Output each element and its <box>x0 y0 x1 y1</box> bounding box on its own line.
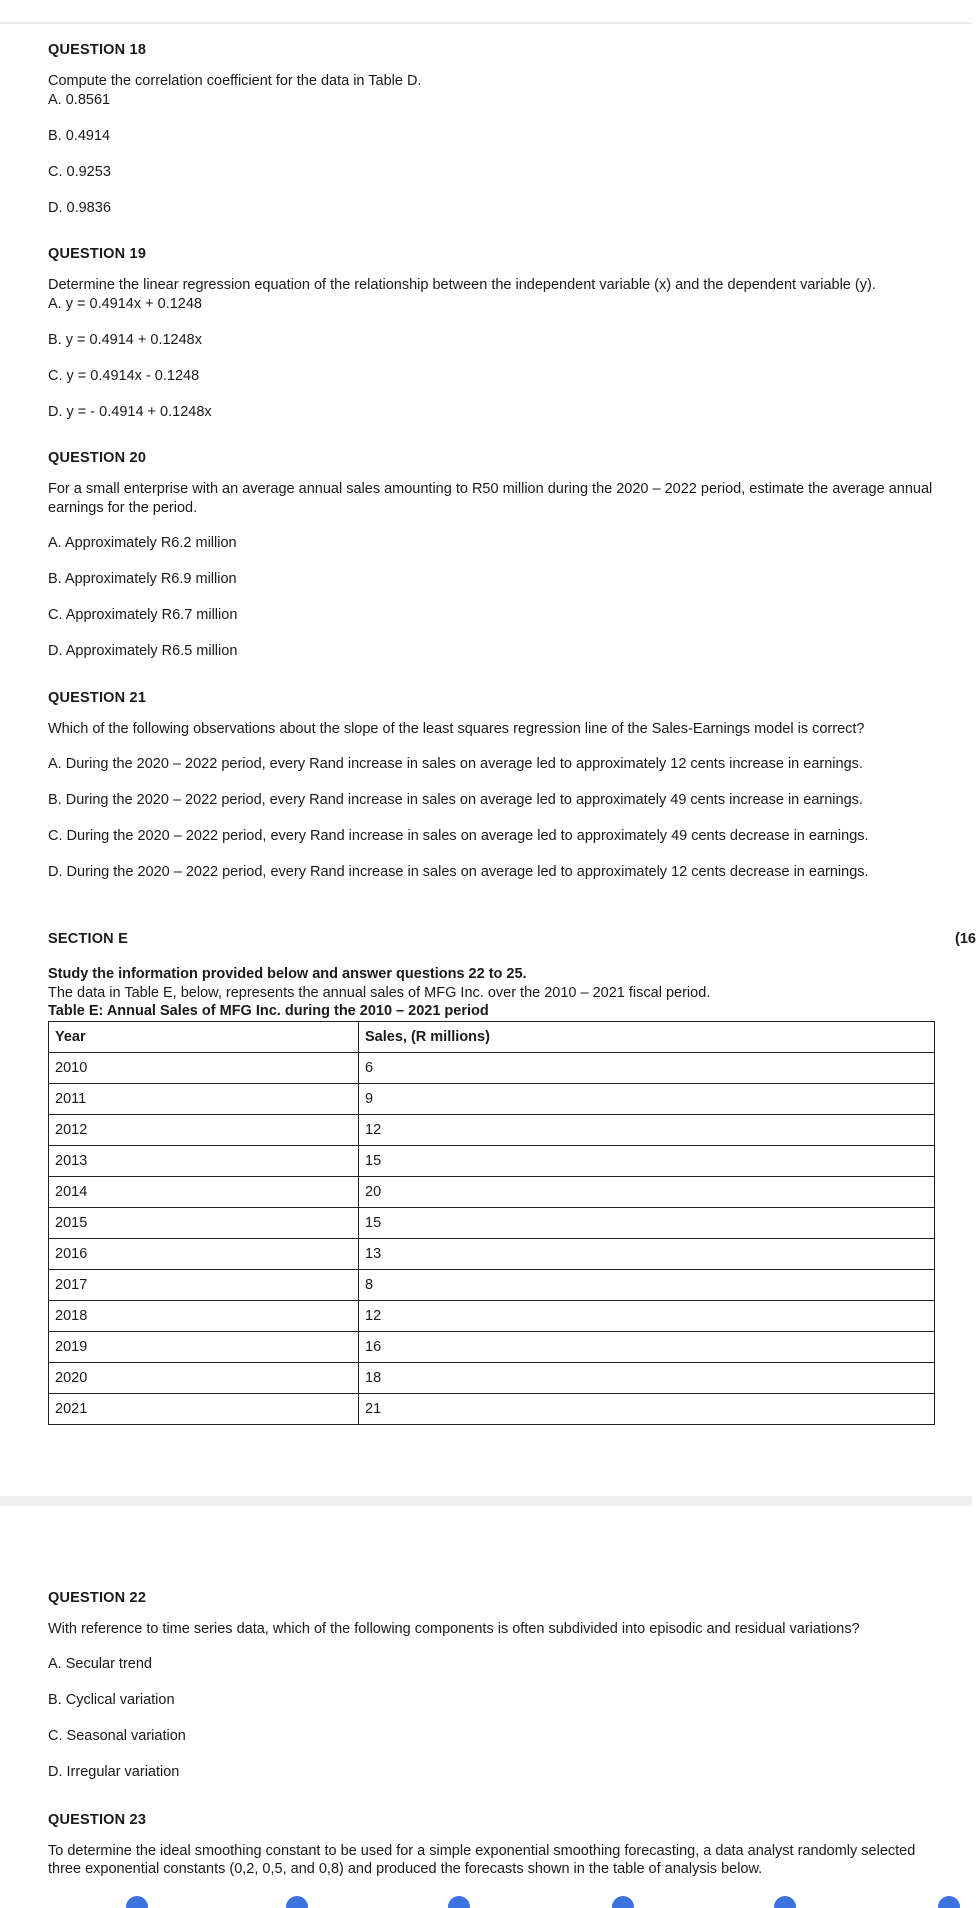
option-c[interactable]: C. Seasonal variation <box>48 1728 186 1744</box>
table-row <box>49 1084 935 1115</box>
cell-sales: 6 <box>359 1053 935 1084</box>
table-row <box>49 1146 935 1177</box>
table-row <box>49 1177 935 1208</box>
table-caption: Table E: Annual Sales of MFG Inc. during the 2010 – 2021 period <box>48 1003 489 1019</box>
cell-year: 2016 <box>49 1239 359 1270</box>
cell-year: 2012 <box>49 1115 359 1146</box>
bottom-markers <box>0 1888 972 1900</box>
option-b[interactable]: B. Cyclical variation <box>48 1692 175 1708</box>
question-19 <box>48 246 968 422</box>
question-stem: To determine the ideal smoothing constant to be used for a simple exponential smoothing forecasting, a data analyst randomly selected three exponential constants (0,2, 0,5, and 0,8) and produced the forecasts shown in the table of analysis below. <box>48 1843 916 1877</box>
option-d[interactable]: D. 0.9836 <box>48 200 111 216</box>
cell-year: 2019 <box>49 1332 359 1363</box>
cell-year: 2015 <box>49 1208 359 1239</box>
table-row <box>49 1332 935 1363</box>
top-bar <box>0 0 972 24</box>
option-b[interactable]: B. During the 2020 – 2022 period, every Rand increase in sales on average led to approximately 49 cents increase in earnings. <box>48 792 863 808</box>
question-18 <box>48 42 968 218</box>
question-title: QUESTION 18 <box>48 42 147 58</box>
cell-sales: 15 <box>359 1208 935 1239</box>
option-b[interactable]: B. y = 0.4914 + 0.1248x <box>48 332 202 348</box>
page-separator <box>0 1496 972 1506</box>
question-21 <box>48 690 968 882</box>
table-row <box>49 1053 935 1084</box>
cell-sales: 20 <box>359 1177 935 1208</box>
marker <box>448 1896 470 1908</box>
table-row <box>49 1394 935 1425</box>
sales-table-wrap <box>48 1021 968 1425</box>
table-row <box>49 1115 935 1146</box>
question-title: QUESTION 21 <box>48 690 147 706</box>
option-a[interactable]: A. Secular trend <box>48 1656 152 1672</box>
header-sales: Sales, (R millions) <box>359 1022 935 1053</box>
table-row <box>49 1363 935 1394</box>
table-row <box>49 1239 935 1270</box>
question-title: QUESTION 19 <box>48 246 147 262</box>
cell-year: 2014 <box>49 1177 359 1208</box>
option-a[interactable]: A. 0.8561 <box>48 92 111 108</box>
header-year: Year <box>49 1022 359 1053</box>
cell-sales: 8 <box>359 1270 935 1301</box>
option-d[interactable]: D. Irregular variation <box>48 1764 180 1780</box>
option-d[interactable]: D. During the 2020 – 2022 period, every Rand increase in sales on average led to approximately 12 cents decrease in earnings. <box>48 864 869 880</box>
option-b[interactable]: B. Approximately R6.9 million <box>48 571 237 587</box>
option-d[interactable]: D. Approximately R6.5 million <box>48 643 238 659</box>
cell-year: 2021 <box>49 1394 359 1425</box>
question-stem: With reference to time series data, which of the following components is often subdivided into episodic and residual variations? <box>48 1621 860 1637</box>
question-title: QUESTION 23 <box>48 1812 147 1828</box>
table-row <box>49 1208 935 1239</box>
section-marks: (16 <box>955 931 976 947</box>
cell-sales: 16 <box>359 1332 935 1363</box>
question-stem: Which of the following observations about the slope of the least squares regression line of the Sales-Earnings model is correct? <box>48 721 865 737</box>
option-c[interactable]: C. Approximately R6.7 million <box>48 607 238 623</box>
cell-sales: 21 <box>359 1394 935 1425</box>
marker <box>286 1896 308 1908</box>
sales-table <box>48 1021 935 1425</box>
cell-year: 2020 <box>49 1363 359 1394</box>
option-c[interactable]: C. 0.9253 <box>48 164 111 180</box>
option-c[interactable]: C. During the 2020 – 2022 period, every Rand increase in sales on average led to approximately 49 cents decrease in earnings. <box>48 828 869 844</box>
marker <box>774 1896 796 1908</box>
cell-sales: 13 <box>359 1239 935 1270</box>
cell-year: 2010 <box>49 1053 359 1084</box>
cell-year: 2017 <box>49 1270 359 1301</box>
option-c[interactable]: C. y = 0.4914x - 0.1248 <box>48 368 200 384</box>
option-a[interactable]: A. y = 0.4914x + 0.1248 <box>48 296 202 312</box>
section-instruction: Study the information provided below and answer questions 22 to 25. <box>48 966 527 982</box>
cell-sales: 15 <box>359 1146 935 1177</box>
cell-sales: 12 <box>359 1115 935 1146</box>
cell-sales: 12 <box>359 1301 935 1332</box>
question-23 <box>48 1812 968 1878</box>
cell-sales: 9 <box>359 1084 935 1115</box>
section-intro <box>48 965 968 1020</box>
marker <box>612 1896 634 1908</box>
question-stem: For a small enterprise with an average annual sales amounting to R50 million during the 2020 – 2022 period, estimate the average annual earnings for the period. <box>48 481 933 516</box>
option-b[interactable]: B. 0.4914 <box>48 128 111 144</box>
option-d[interactable]: D. y = - 0.4914 + 0.1248x <box>48 404 212 420</box>
marker <box>938 1896 960 1908</box>
question-22 <box>48 1590 968 1782</box>
option-a[interactable]: A. Approximately R6.2 million <box>48 535 237 551</box>
table-row <box>49 1301 935 1332</box>
question-title: QUESTION 22 <box>48 1590 147 1606</box>
cell-year: 2013 <box>49 1146 359 1177</box>
section-description: The data in Table E, below, represents the annual sales of MFG Inc. over the 2010 – 2021 fiscal period. <box>48 985 711 1001</box>
question-title: QUESTION 20 <box>48 450 147 466</box>
cell-sales: 18 <box>359 1363 935 1394</box>
question-stem: Compute the correlation coefficient for the data in Table D. <box>48 73 422 89</box>
table-header-row <box>49 1022 935 1053</box>
cell-year: 2018 <box>49 1301 359 1332</box>
marker <box>126 1896 148 1908</box>
cell-year: 2011 <box>49 1084 359 1115</box>
question-20 <box>48 450 968 661</box>
option-a[interactable]: A. During the 2020 – 2022 period, every Rand increase in sales on average led to approximately 12 cents increase in earnings. <box>48 756 863 772</box>
section-title: SECTION E <box>48 931 128 947</box>
question-stem: Determine the linear regression equation of the relationship between the independent variable (x) and the dependent variable (y). <box>48 277 876 293</box>
section-e <box>48 931 968 947</box>
table-row <box>49 1270 935 1301</box>
